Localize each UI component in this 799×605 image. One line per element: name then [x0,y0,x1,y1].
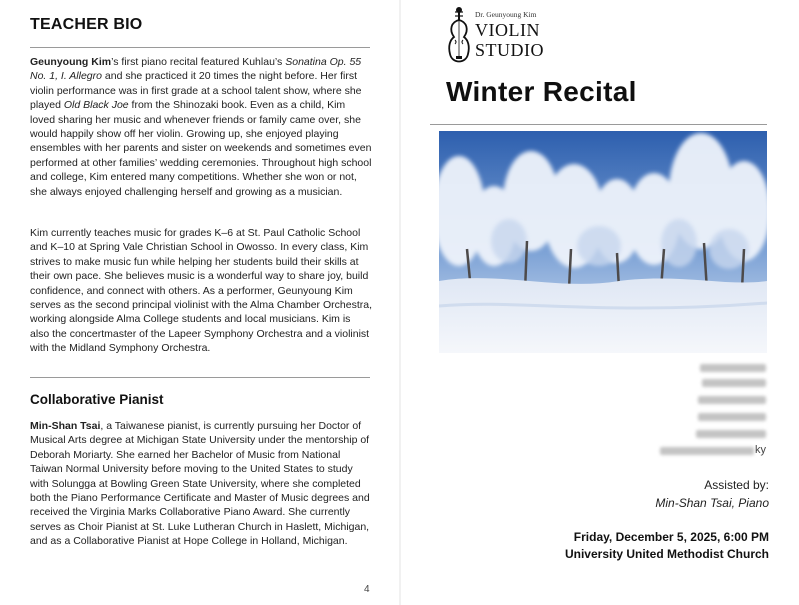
divider [30,377,370,378]
piece-title: Sonatina Op. 55 No. 1, I. Allegro [30,56,362,83]
redacted-text [660,447,754,455]
teacher-bio-paragraph-2: Kim currently teaches music for grades K–6 at St. Paul Catholic School and K–10 at Spring Vale Christian School in Owosso. In every class, Kim strives to make music fun while helping her students build their skills at their own pace. She believes music is a wonderful way to share joy, build confidence, and connect with others. As a performer, Geunyoung Kim serves as the second principal violinist with the Alma Chamber Orchestra, working alongside Alma College students and local musicians. Kim is also the concertmaster of the Lapeer Symphony Orchestra and a violinist with the Midland Symphony Orchestra. [30,227,372,355]
collaborative-pianist-heading: Collaborative Pianist [30,392,164,407]
bio-text: and she practiced it 20 times the night before. Her first violin performance was in first grade at a school talent show, where she played [30,70,362,112]
pianist-bio-paragraph [30,419,372,549]
event-date: Friday, December 5, 2025, 6:00 PM [573,530,769,544]
snowy-trees-painting [439,131,767,353]
violin-icon [446,6,472,72]
redacted-text [696,430,766,438]
logo-line-studio: STUDIO [475,40,544,60]
studio-logo [446,4,562,70]
program-page-left [0,0,399,605]
pianist-name: Min-Shan Tsai [30,420,101,432]
redacted-text [702,379,766,387]
pianist-bio-text: , a Taiwanese pianist, is currently pursuing her Doctor of Musical Arts degree at Michigan State University under the mentorship of Deborah Moriarty. She earned her Bachelor of Music from National Taiwan Normal University before moving to the United States to study with Solungga at Bowling Green State University, where she completed both the Piano Performance Certificate and Master of Music degrees and received the Virginia Marks Collaborative Piano Award. She currently serves as Choir Pianist at St. Luke Lutheran Church in Haslett, Michigan, and as a Collaborative Pianist at Hope College in Holland, Michigan. [30,420,370,548]
teacher-bio-heading: TEACHER BIO [30,16,143,33]
assisted-by-label: Assisted by: [704,478,769,492]
recital-title: Winter Recital [446,76,637,107]
logo-subtitle: Dr. Geunyoung Kim [475,10,537,19]
divider [30,47,370,48]
logo-line-violin: VIOLIN [475,20,540,40]
bio-text: ’s first piano recital featured Kuhlau’s [111,56,286,68]
redacted-text [698,413,766,421]
redacted-suffix: ky [755,444,766,456]
event-venue: University United Methodist Church [564,547,769,561]
song-title: Old Black Joe [63,99,129,112]
bio-text: from the Shinozaki book. Even as a child, Kim loved sharing her music and whenever friends or family came over, she would happily show off her violin. Growing up, she enjoyed playing ensembles with her parents and sister on weekends and sometimes even performed at other families’ wedding ceremonies. Throughout high school and college, Kim entered many competitions. Whether she won or not, she always enjoyed challenging herself and growing as a musician. [30,99,372,198]
redacted-text [700,364,766,372]
assistant-name: Min-Shan Tsai, Piano [655,496,769,510]
teacher-bio-paragraph-1 [30,55,372,199]
divider [430,124,767,125]
redacted-text [698,396,766,404]
page-number: 4 [364,584,370,595]
teacher-name: Geunyoung Kim [30,56,112,68]
